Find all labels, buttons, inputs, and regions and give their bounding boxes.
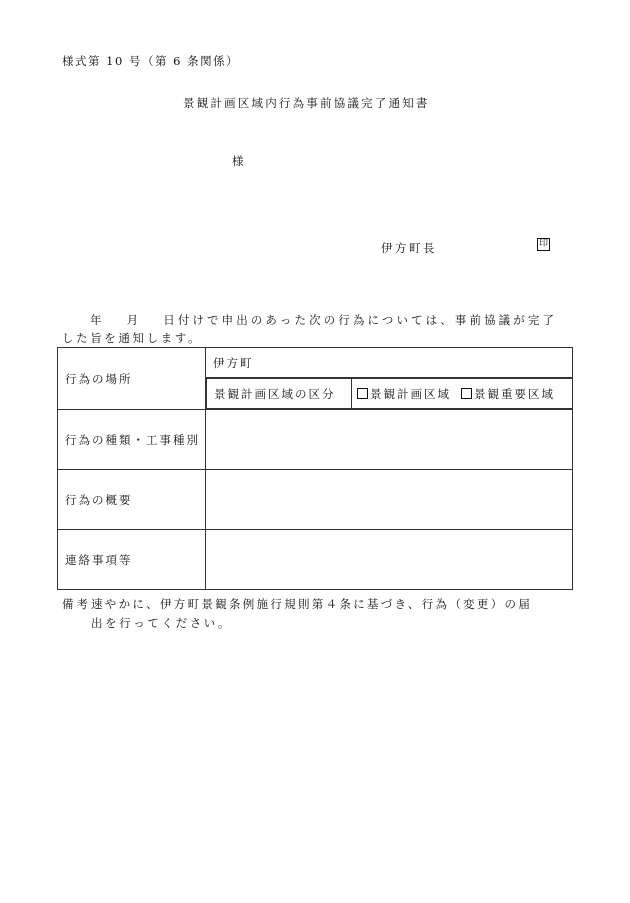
- month-label: 月: [126, 313, 142, 327]
- type-label: 行為の種類・工事種別: [58, 410, 206, 470]
- year-label: 年: [90, 313, 105, 327]
- form-table: [57, 347, 573, 590]
- body-text-line-2: した旨を通知します。: [62, 331, 203, 345]
- checkbox-scenic-planning-area[interactable]: [357, 388, 368, 399]
- zone-label: 景観計画区域の区分: [207, 379, 352, 409]
- zone-subtable: [206, 378, 572, 409]
- zone-options: [352, 379, 573, 409]
- form-number: 様式第 10 号（第 6 条関係）: [62, 54, 240, 68]
- table-row-summary: [58, 470, 573, 530]
- summary-value[interactable]: [206, 470, 573, 530]
- table-row-location: [58, 348, 573, 378]
- document-title: 景観計画区域内行為事前協議完了通知書: [183, 96, 430, 110]
- zone-option-scenic-important-area: 景観重要区域: [474, 386, 555, 401]
- summary-label: 行為の概要: [58, 470, 206, 530]
- type-value[interactable]: [206, 410, 573, 470]
- remarks-text-line-2: 出を行ってください。: [91, 616, 232, 630]
- zone-option-scenic-planning-area: 景観計画区域: [370, 386, 451, 401]
- contact-label: 連絡事項等: [58, 530, 206, 590]
- table-row-contact: [58, 530, 573, 590]
- checkbox-scenic-important-area[interactable]: [461, 388, 472, 399]
- contact-value[interactable]: [206, 530, 573, 590]
- addressee-suffix: 様: [232, 154, 246, 168]
- location-value[interactable]: 伊方町: [206, 348, 573, 378]
- body-text-rest: 日付けで申出のあった次の行為については、事前協議が完了: [163, 313, 558, 327]
- issuer-title: 伊方町長: [381, 241, 437, 255]
- remarks-text-line-1: 速やかに、伊方町景観条例施行規則第４条に基づき、行為（変更）の届: [91, 597, 533, 611]
- body-text-line-1: [90, 312, 557, 328]
- location-label: 行為の場所: [58, 348, 206, 410]
- remarks-label: 備考: [62, 597, 91, 611]
- seal-stamp: 印: [538, 239, 548, 249]
- zone-cell: [206, 378, 573, 410]
- table-row-type: [58, 410, 573, 470]
